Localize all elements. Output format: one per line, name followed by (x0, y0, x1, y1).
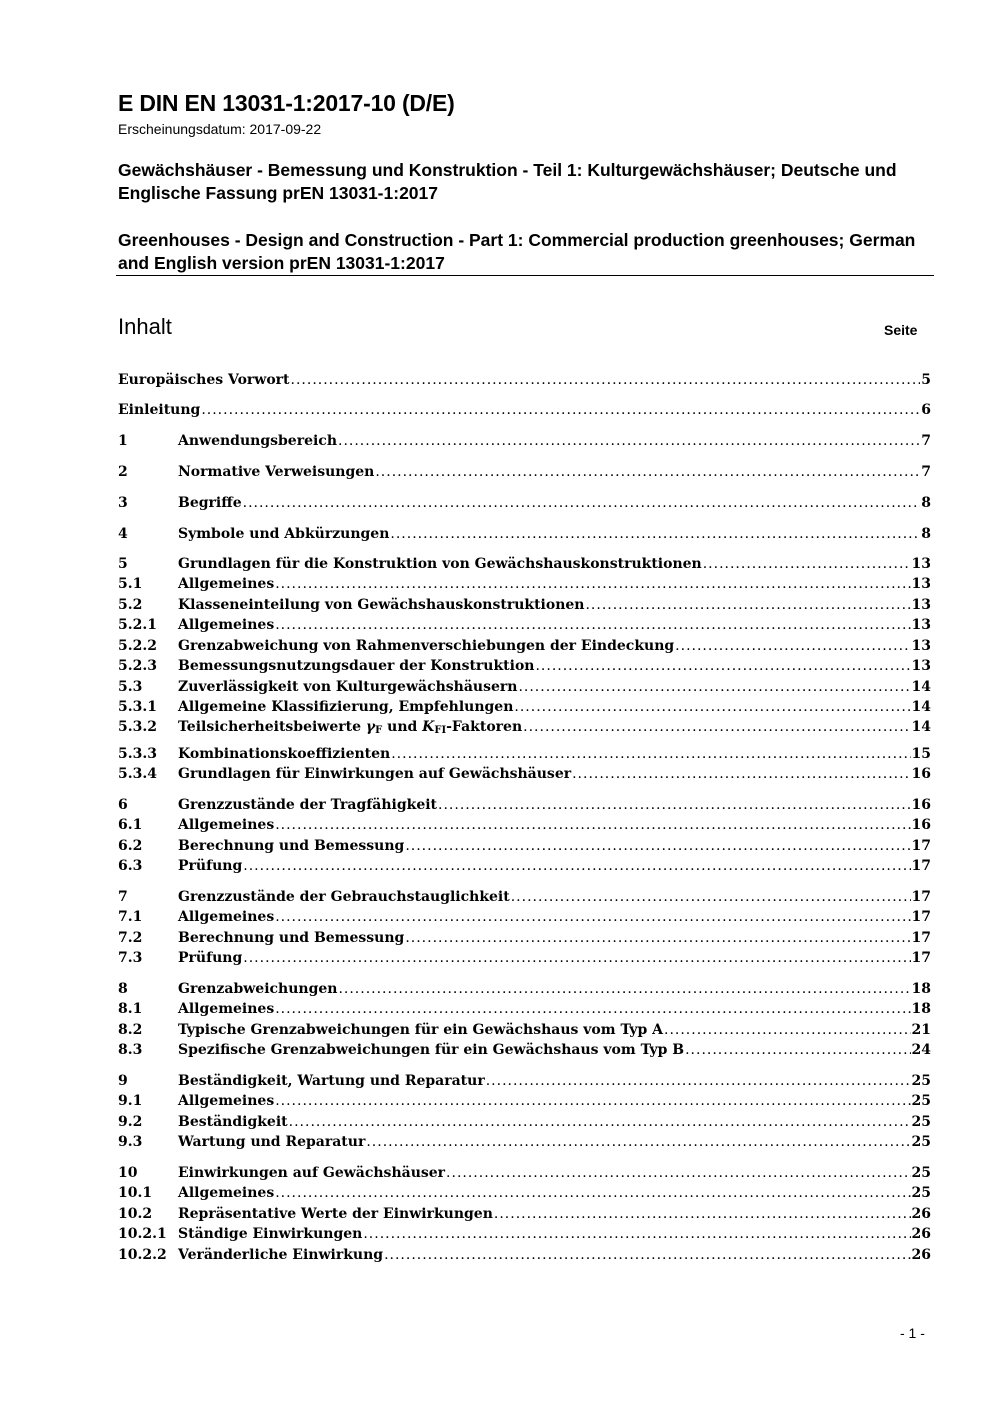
toc-entry-page: 13 (911, 617, 931, 633)
toc-entry-number: 5.2.1 (118, 617, 157, 633)
toc-entry-title: Veränderliche Einwirkung (178, 1247, 384, 1263)
toc-entry-title: Kombinationskoeffizienten (178, 746, 391, 762)
toc-entry[interactable] (118, 554, 931, 574)
toc-entry[interactable] (118, 1183, 931, 1203)
toc-entry-number: 10.1 (118, 1185, 153, 1201)
toc-dot-leader (438, 795, 910, 815)
toc-dot-leader (291, 370, 921, 390)
toc-entry-page: 18 (911, 1001, 931, 1017)
toc-entry-number: 5.3 (118, 679, 143, 695)
toc-entry[interactable] (118, 815, 931, 835)
toc-dot-leader (275, 999, 910, 1019)
toc-entry[interactable] (118, 764, 931, 784)
toc-dot-leader (275, 615, 910, 635)
toc-entry-page: 8 (921, 495, 931, 511)
toc-entry-page: 16 (911, 817, 931, 833)
toc-entry-title: Allgemeines (178, 617, 275, 633)
toc-entry-number: 8 (118, 981, 128, 997)
toc-entry[interactable] (118, 615, 931, 635)
toc-dot-leader (535, 656, 910, 676)
toc-entry[interactable] (118, 1204, 931, 1224)
toc-entry-title: Einwirkungen auf Gewächshäuser (178, 1165, 446, 1181)
toc-entry-title: Teilsicherheitsbeiwerte $\gamma_F$ und $K_{FI}$-Faktoren (178, 719, 523, 736)
toc-dot-leader (275, 815, 910, 835)
toc-dot-leader (375, 462, 920, 482)
toc-entry-number: 5.2.2 (118, 638, 157, 654)
toc-entry-number: 8.2 (118, 1022, 143, 1038)
toc-entry-number: 5.2.3 (118, 658, 157, 674)
toc-dot-leader (275, 1183, 910, 1203)
toc-entry[interactable] (118, 1224, 931, 1244)
toc-entry-page: 13 (911, 638, 931, 654)
toc-dot-leader (384, 1245, 910, 1265)
toc-entry-page: 14 (911, 679, 931, 695)
toc-entry-page: 13 (911, 658, 931, 674)
toc-dot-leader (338, 431, 920, 451)
toc-dot-leader (243, 948, 910, 968)
toc-entry[interactable] (118, 636, 931, 656)
toc-dot-leader (391, 744, 910, 764)
toc-dot-leader (405, 928, 910, 948)
toc-entry-title: Allgemeines (178, 1185, 275, 1201)
toc-entry-page: 7 (921, 433, 931, 449)
publication-date: Erscheinungsdatum: 2017-09-22 (118, 121, 322, 137)
toc-entry[interactable] (118, 1040, 931, 1060)
toc-dot-leader (366, 1132, 910, 1152)
toc-entry-title: Einleitung (118, 402, 201, 418)
toc-entry-number: 10 (118, 1165, 138, 1181)
toc-entry-number: 10.2 (118, 1206, 153, 1222)
toc-entry-title: Klasseneinteilung von Gewächshauskonstruktionen (178, 597, 585, 613)
toc-entry-title: Allgemeines (178, 1093, 275, 1109)
header-divider (116, 275, 934, 276)
toc-entry-number: 8.1 (118, 1001, 143, 1017)
toc-entry-page: 26 (911, 1247, 931, 1263)
toc-entry-title: Allgemeine Klassifizierung, Empfehlungen (178, 699, 514, 715)
toc-entry-number: 9.1 (118, 1093, 143, 1109)
toc-entry-number: 5.3.2 (118, 719, 157, 735)
toc-dot-leader (518, 677, 910, 697)
toc-entry-page: 13 (911, 597, 931, 613)
toc-dot-leader (523, 717, 910, 737)
toc-dot-leader (338, 979, 910, 999)
toc-entry-number: 3 (118, 495, 128, 511)
toc-entry-number: 10.2.1 (118, 1226, 167, 1242)
toc-entry[interactable] (118, 462, 931, 482)
toc-entry-number: 6 (118, 797, 128, 813)
toc-entry[interactable] (118, 431, 931, 451)
toc-entry-page: 18 (911, 981, 931, 997)
toc-entry-title: Wartung und Reparatur (178, 1134, 366, 1150)
toc-entry-page: 17 (911, 909, 931, 925)
toc-entry-number: 2 (118, 464, 128, 480)
toc-entry-page: 14 (911, 719, 931, 735)
toc-dot-leader (685, 1040, 910, 1060)
toc-entry-number: 10.2.2 (118, 1247, 167, 1263)
toc-entry[interactable] (118, 907, 931, 927)
toc-dot-leader (405, 836, 910, 856)
toc-entry-title: Repräsentative Werte der Einwirkungen (178, 1206, 493, 1222)
toc-dot-leader (275, 907, 910, 927)
toc-entry[interactable] (118, 1091, 931, 1111)
toc-entry-page: 7 (921, 464, 931, 480)
toc-entry-page: 16 (911, 766, 931, 782)
toc-entry[interactable] (118, 574, 931, 594)
toc-entry-page: 15 (911, 746, 931, 762)
document-id: E DIN EN 13031-1:2017-10 (D/E) (118, 90, 455, 116)
toc-entry-number: 7.3 (118, 950, 143, 966)
toc-entry-number: 5.2 (118, 597, 143, 613)
toc-entry[interactable] (118, 856, 931, 876)
toc-entry-title: Spezifische Grenzabweichungen für ein Gewächshaus vom Typ B (178, 1042, 685, 1058)
toc-entry-page: 25 (911, 1185, 931, 1201)
toc-entry-page: 5 (921, 372, 931, 388)
toc-dot-leader (585, 595, 910, 615)
toc-entry-title: Zuverlässigkeit von Kulturgewächshäusern (178, 679, 518, 695)
toc-entry-page: 8 (921, 526, 931, 542)
toc-entry-number: 5.3.1 (118, 699, 157, 715)
toc-entry-page: 17 (911, 858, 931, 874)
toc-dot-leader (486, 1071, 911, 1091)
toc-entry-title: Beständigkeit (178, 1114, 288, 1130)
toc-entry-number: 8.3 (118, 1042, 143, 1058)
toc-entry-number: 9.2 (118, 1114, 143, 1130)
toc-entry-title: Allgemeines (178, 1001, 275, 1017)
toc-dot-leader (243, 856, 910, 876)
toc-entry-title: Grenzzustände der Tragfähigkeit (178, 797, 438, 813)
toc-entry-title: Beständigkeit, Wartung und Reparatur (178, 1073, 485, 1089)
toc-page-column-label: Seite (884, 322, 918, 338)
toc-entry-title: Grundlagen für die Konstruktion von Gewächshauskonstruktionen (178, 556, 702, 572)
toc-entry[interactable] (118, 1163, 931, 1183)
toc-entry-page: 21 (911, 1022, 931, 1038)
toc-entry[interactable] (118, 887, 931, 907)
toc-entry-number: 9.3 (118, 1134, 143, 1150)
toc-entry-number: 6.1 (118, 817, 143, 833)
toc-entry-title: Anwendungsbereich (178, 433, 337, 449)
toc-entry-title: Grundlagen für Einwirkungen auf Gewächshäuser (178, 766, 572, 782)
toc-entry-page: 26 (911, 1226, 931, 1242)
toc-entry-page: 6 (921, 402, 931, 418)
toc-entry-title: Berechnung und Bemessung (178, 838, 405, 854)
toc-dot-leader (446, 1163, 910, 1183)
toc-entry-number: 6.3 (118, 858, 143, 874)
toc-entry-title: Symbole und Abkürzungen (178, 526, 390, 542)
title-english: Greenhouses - Design and Construction - Part 1: Commercial production greenhouses; German and English version prEN 13031-1:2017 (118, 230, 916, 273)
toc-entry-number: 5.1 (118, 576, 143, 592)
toc-entry-page: 24 (911, 1042, 931, 1058)
toc-entry[interactable] (118, 1245, 931, 1265)
toc-entry-title: Ständige Einwirkungen (178, 1226, 363, 1242)
toc-entry-page: 16 (911, 797, 931, 813)
footer-page-number: - 1 - (900, 1325, 925, 1341)
toc-entry[interactable] (118, 836, 931, 856)
toc-entry-number: 5.3.3 (118, 746, 157, 762)
toc-dot-leader (572, 764, 910, 784)
toc-entry-number: 7.2 (118, 930, 143, 946)
toc-dot-leader (275, 574, 910, 594)
toc-entry[interactable] (118, 948, 931, 968)
toc-dot-leader (363, 1224, 910, 1244)
toc-entry-title: Allgemeines (178, 817, 275, 833)
toc-entry-number: 7 (118, 889, 128, 905)
toc-entry[interactable] (118, 493, 931, 513)
toc-entry[interactable] (118, 656, 931, 676)
toc-entry-title: Bemessungsnutzungsdauer der Konstruktion (178, 658, 535, 674)
toc-entry-title: Typische Grenzabweichungen für ein Gewächshaus vom Typ A (178, 1022, 663, 1038)
toc-entry[interactable] (118, 1132, 931, 1152)
toc-entry-title: Normative Verweisungen (178, 464, 375, 480)
toc-entry-page: 13 (911, 576, 931, 592)
toc-entry-title: Grenzabweichungen (178, 981, 338, 997)
toc-entry-number: 1 (118, 433, 128, 449)
toc-entry[interactable] (118, 1071, 931, 1091)
toc-dot-leader (511, 887, 911, 907)
title-german: Gewächshäuser - Bemessung und Konstruktion - Teil 1: Kulturgewächshäuser; Deutsche und Englische Fassung prEN 13031-1:2017 (118, 160, 897, 203)
toc-entry-number: 5 (118, 556, 128, 572)
toc-dot-leader (275, 1091, 910, 1111)
toc-dot-leader (703, 554, 911, 574)
toc-dot-leader (201, 400, 920, 420)
toc-entry-page: 17 (911, 838, 931, 854)
toc-entry-page: 17 (911, 950, 931, 966)
toc-entry-number: 6.2 (118, 838, 143, 854)
toc-dot-leader (664, 1020, 911, 1040)
toc-entry[interactable] (118, 595, 931, 615)
toc-dot-leader (289, 1112, 911, 1132)
toc-entry-title: Prüfung (178, 858, 243, 874)
toc-entry-number: 5.3.4 (118, 766, 157, 782)
toc-entry-page: 17 (911, 889, 931, 905)
toc-entry-title: Allgemeines (178, 909, 275, 925)
toc-entry-page: 26 (911, 1206, 931, 1222)
toc-entry[interactable] (118, 370, 931, 390)
toc-dot-leader (675, 636, 910, 656)
toc-entry[interactable] (118, 400, 931, 420)
toc-dot-leader (494, 1204, 911, 1224)
toc-entry[interactable] (118, 928, 931, 948)
toc-entry-page: 17 (911, 930, 931, 946)
toc-entry-page: 25 (911, 1093, 931, 1109)
toc-entry[interactable] (118, 717, 931, 737)
toc-entry[interactable] (118, 795, 931, 815)
toc-entry-title: Berechnung und Bemessung (178, 930, 405, 946)
toc-entry[interactable] (118, 697, 931, 717)
toc-entry-number: 9 (118, 1073, 128, 1089)
toc-dot-leader (514, 697, 910, 717)
toc-entry[interactable] (118, 999, 931, 1019)
toc-dot-leader (243, 493, 921, 513)
toc-entry-page: 14 (911, 699, 931, 715)
toc-entry[interactable] (118, 677, 931, 697)
toc-entry-page: 25 (911, 1134, 931, 1150)
toc-entry-number: 4 (118, 526, 128, 542)
toc-dot-leader (390, 524, 920, 544)
toc-heading: Inhalt (118, 314, 172, 339)
toc-entry-page: 13 (911, 556, 931, 572)
toc-entry[interactable] (118, 979, 931, 999)
toc-entry-title: Begriffe (178, 495, 242, 511)
toc-entry[interactable] (118, 1112, 931, 1132)
toc-entry-page: 25 (911, 1073, 931, 1089)
toc-entry[interactable] (118, 524, 931, 544)
toc-entry-page: 25 (911, 1114, 931, 1130)
toc-entry-title: Europäisches Vorwort (118, 372, 290, 388)
toc-entry-number: 7.1 (118, 909, 143, 925)
toc-entry-title: Grenzzustände der Gebrauchstauglichkeit (178, 889, 510, 905)
toc-entry-title: Prüfung (178, 950, 243, 966)
toc-entry-title: Allgemeines (178, 576, 275, 592)
toc-entry-page: 25 (911, 1165, 931, 1181)
toc-entry[interactable] (118, 1020, 931, 1040)
toc-entry[interactable] (118, 744, 931, 764)
toc-entry-title: Grenzabweichung von Rahmenverschiebungen der Eindeckung (178, 638, 675, 654)
